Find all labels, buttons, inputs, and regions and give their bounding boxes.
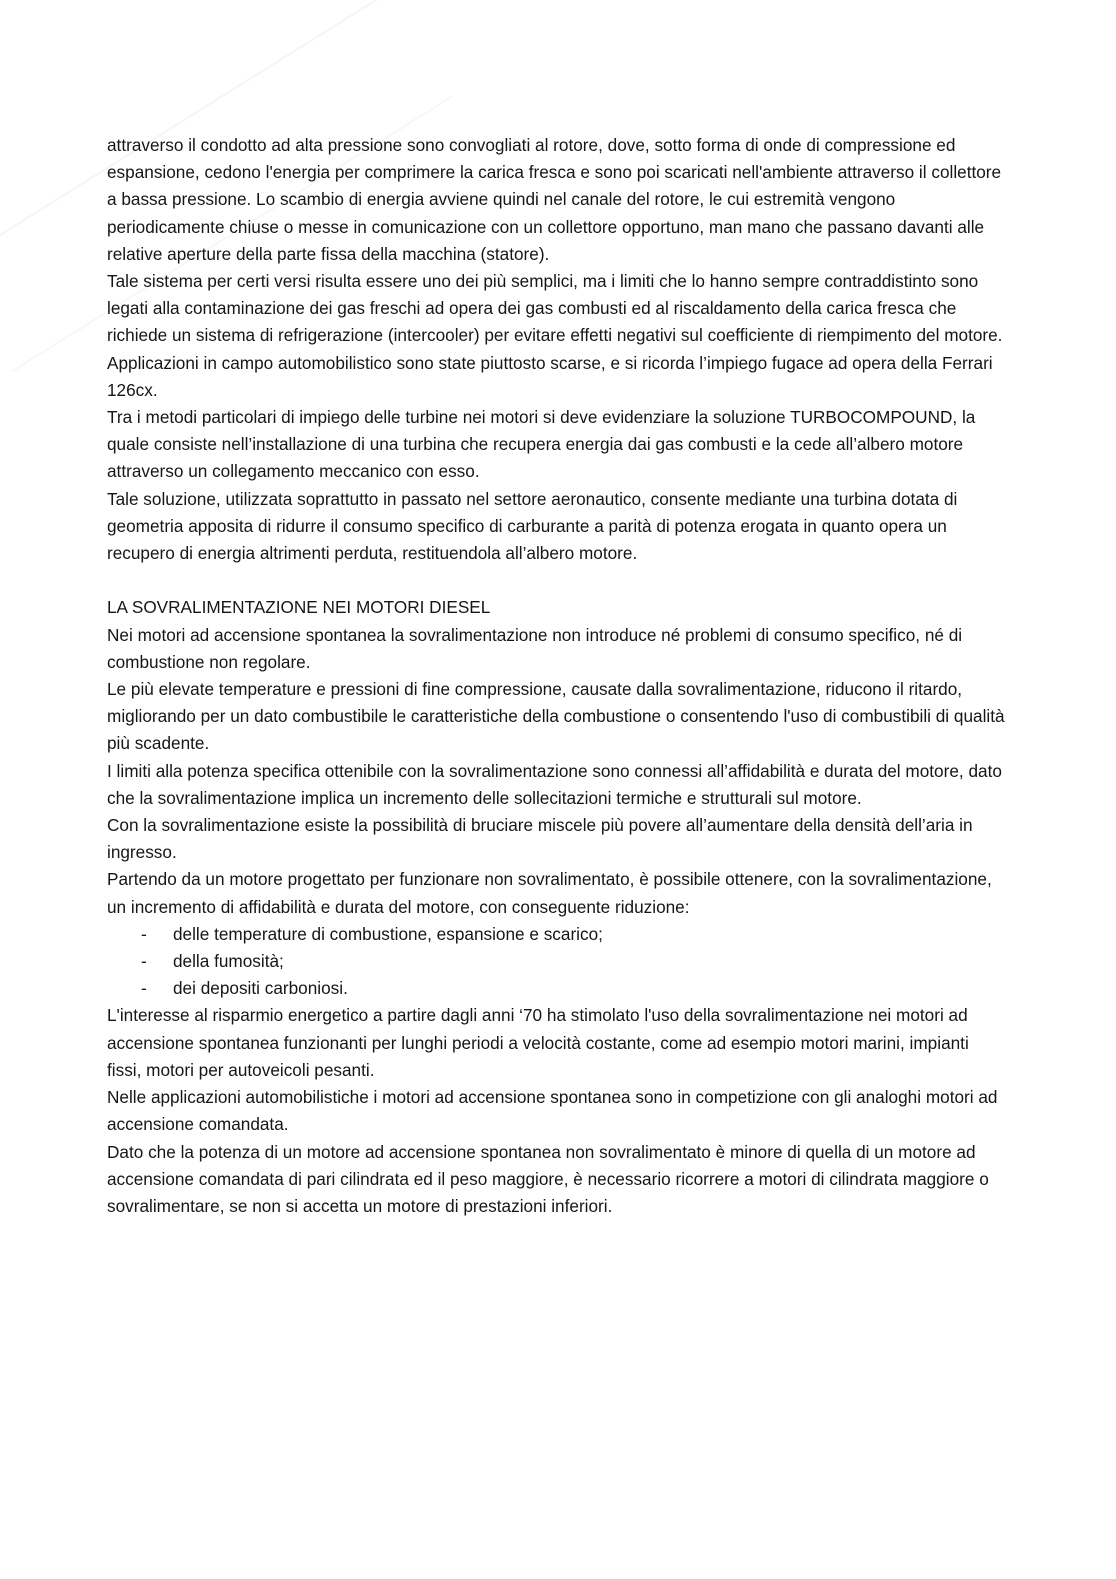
- list-item: [141, 921, 1007, 948]
- paragraph: I limiti alla potenza specifica ottenibile con la sovralimentazione sono connessi all’affidabilità e durata del motore, dato che la sovralimentazione implica un incremento delle sollecitazioni termiche e strutturali sul motore.: [107, 760, 1002, 808]
- list-item-text: dei depositi carboniosi.: [173, 978, 348, 999]
- paragraph: Le più elevate temperature e pressioni di fine compressione, causate dalla sovralimentazione, riducono il ritardo, migliorando per un dato combustibile le caratteristiche della combustione o consentendo l'uso di combustibili di qualità più scadente.: [107, 679, 1005, 754]
- paragraph: Partendo da un motore progettato per funzionare non sovralimentato, è possibile ottenere, con la sovralimentazione, un incremento di affidabilità e durata del motore, con conseguente riduzione:: [107, 869, 992, 917]
- paragraph: Con la sovralimentazione esiste la possibilità di bruciare miscele più povere all’aumentare della densità dell’aria in ingresso.: [107, 815, 973, 863]
- paragraph: L'interesse al risparmio energetico a partire dagli anni ‘70 ha stimolato l'uso della sovralimentazione nei motori ad accensione spontanea funzionanti per lunghi periodi a velocità costante, come ad esempio motori marini, impianti fissi, motori per autoveicoli pesanti.: [107, 1005, 969, 1080]
- bullet-list: [107, 921, 1007, 1003]
- paragraph: Tra i metodi particolari di impiego delle turbine nei motori si deve evidenziare la soluzione TURBOCOMPOUND, la quale consiste nell’installazione di una turbina che recupera energia dai gas combusti e la cede all’albero motore attraverso un collegamento meccanico con esso.: [107, 407, 976, 482]
- blank-line: [107, 567, 1007, 594]
- paragraph: Tale soluzione, utilizzata soprattutto in passato nel settore aeronautico, consente mediante una turbina dotata di geometria apposita di ridurre il consumo specifico di carburante a parità di potenza erogata in quanto opera un recupero di energia altrimenti perduta, restituendola all’albero motore.: [107, 488, 958, 564]
- section-heading: LA SOVRALIMENTAZIONE NEI MOTORI DIESEL: [107, 597, 491, 618]
- paragraph: Tale sistema per certi versi risulta essere uno dei più semplici, ma i limiti che lo hanno sempre contraddistinto sono legati alla contaminazione dei gas freschi ad opera dei gas combusti ed al riscaldamento della carica fresca che richiede un sistema di refrigerazione (intercooler) per evitare effetti negativi sul coefficiente di riempimento del motore.: [107, 271, 1003, 346]
- list-item: [141, 975, 1007, 1002]
- list-item-text: delle temperature di combustione, espansione e scarico;: [173, 923, 603, 944]
- list-item-text: della fumosità;: [173, 951, 284, 972]
- bullet-dash: -: [141, 951, 147, 972]
- bullet-dash: -: [141, 978, 147, 999]
- paragraph: attraverso il condotto ad alta pressione sono convogliati al rotore, dove, sotto forma di onde di compressione ed espansione, cedono l'energia per comprimere la carica fresca e sono poi scaricati nell'ambiente attraverso il collettore a bassa pressione. Lo scambio di energia avviene quindi nel canale del rotore, le cui estremità vengono periodicamente chiuse o messe in comunicazione con un collettore opportuno, man mano che passano davanti alle relative aperture della parte fissa della macchina (statore).: [107, 135, 1002, 264]
- document-body: [107, 132, 1007, 1220]
- list-item: [141, 948, 1007, 975]
- paragraph: Nelle applicazioni automobilistiche i motori ad accensione spontanea sono in competizione con gli analoghi motori ad accensione comandata.: [107, 1087, 998, 1135]
- paragraph: Dato che la potenza di un motore ad accensione spontanea non sovralimentato è minore di quella di un motore ad accensione comandata di pari cilindrata ed il peso maggiore, è necessario ricorrere a motori di cilindrata maggiore o sovralimentare, se non si accetta un motore di prestazioni inferiori.: [107, 1141, 989, 1216]
- paragraph: Applicazioni in campo automobilistico sono state piuttosto scarse, e si ricorda l’impiego fugace ad opera della Ferrari 126cx.: [107, 352, 993, 400]
- bullet-dash: -: [141, 923, 147, 944]
- paragraph: Nei motori ad accensione spontanea la sovralimentazione non introduce né problemi di consumo specifico, né di combustione non regolare.: [107, 624, 963, 672]
